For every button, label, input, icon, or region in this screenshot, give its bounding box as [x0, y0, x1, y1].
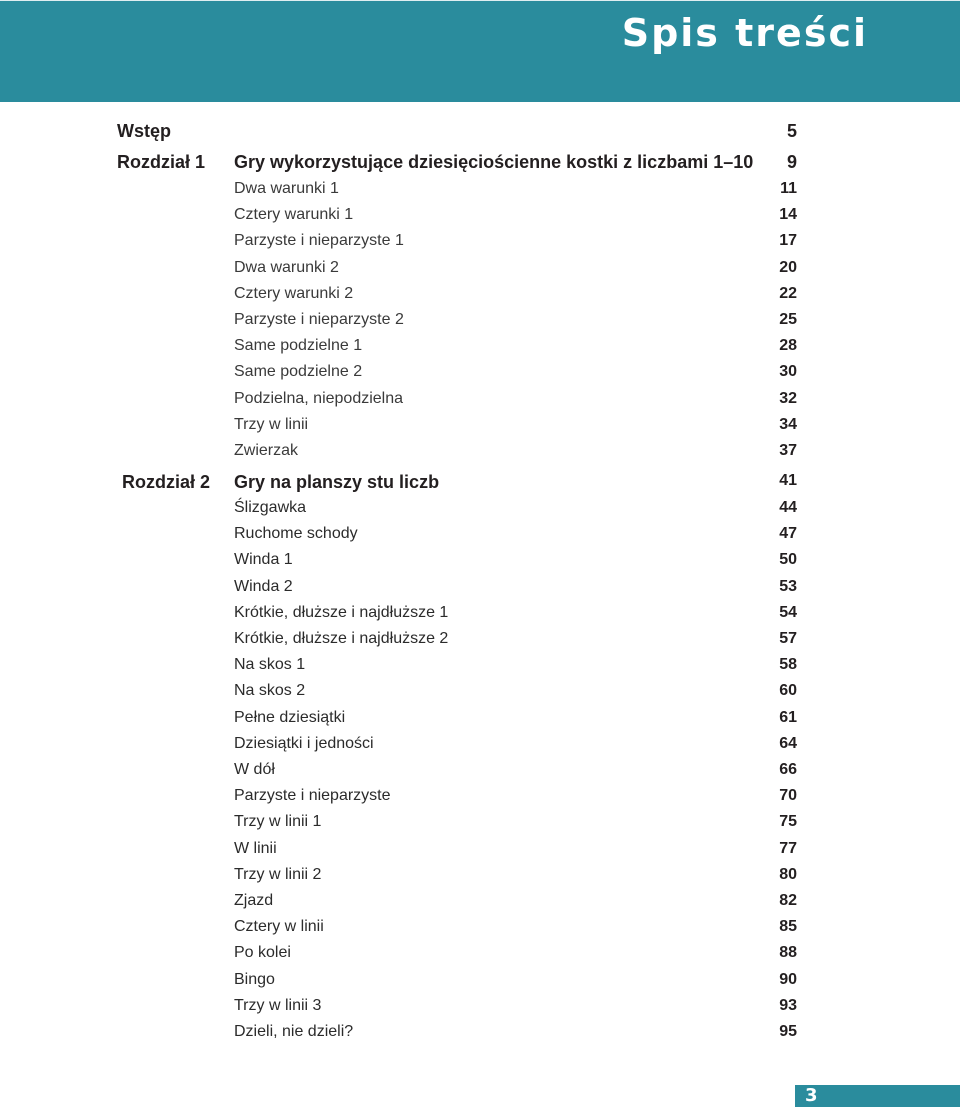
toc-entry[interactable] — [0, 735, 960, 761]
toc-entry[interactable] — [0, 1023, 960, 1049]
chapter-2-page: 41 — [779, 472, 797, 489]
toc-entry-title: Na skos 2 — [234, 682, 306, 700]
toc-entry-page: 95 — [779, 1023, 797, 1040]
toc-entry[interactable] — [0, 971, 960, 997]
toc-entry[interactable] — [0, 813, 960, 839]
toc-entry-title: Krótkie, dłuższe i najdłuższe 1 — [234, 603, 449, 621]
toc-entry-title: Ślizgawka — [234, 499, 307, 516]
toc-entry-page: 11 — [780, 180, 797, 197]
toc-entry-page: 75 — [779, 813, 797, 831]
toc-entry[interactable] — [0, 656, 960, 682]
toc-entry-page: 34 — [779, 415, 797, 433]
toc-entry-page: 60 — [779, 682, 797, 700]
toc-entry-title: Parzyste i nieparzyste 1 — [234, 232, 404, 250]
toc-entry-title: Trzy w linii 2 — [234, 865, 322, 883]
toc-entry-page: 85 — [779, 918, 797, 936]
toc-entry-title: Trzy w linii 3 — [234, 996, 322, 1014]
toc-entry-title: Dwa warunki 1 — [234, 180, 339, 197]
toc-entry-page: 50 — [779, 551, 797, 569]
toc-entry[interactable] — [0, 232, 960, 258]
toc-entry-title: Cztery warunki 2 — [234, 284, 354, 302]
toc-entry[interactable] — [0, 285, 960, 311]
toc-entry-page: 70 — [779, 787, 797, 805]
toc-entry[interactable] — [0, 840, 960, 866]
chapter-1-title: Gry wykorzystujące dziesięciościenne kostki z liczbami 1–10 — [234, 152, 754, 172]
toc-entry[interactable] — [0, 442, 960, 468]
chapter-1-page: 9 — [786, 152, 797, 172]
toc-entry-title: Winda 1 — [234, 551, 293, 569]
intro-page: 5 — [786, 121, 797, 141]
toc-entry-page: 54 — [779, 603, 797, 621]
toc-entry[interactable] — [0, 311, 960, 337]
toc-entry-page: 57 — [779, 630, 797, 647]
toc-entry-page: 82 — [779, 892, 797, 909]
toc-entry[interactable] — [0, 709, 960, 735]
toc-row-chapter-2[interactable] — [0, 472, 960, 498]
toc-entry-title: Po kolei — [234, 944, 291, 962]
toc-row-intro[interactable] — [0, 121, 960, 147]
toc-entry-title: Cztery warunki 1 — [234, 206, 354, 224]
toc-entry-page: 47 — [779, 525, 797, 543]
toc-entry-page: 53 — [779, 577, 797, 595]
toc-entry[interactable] — [0, 390, 960, 416]
toc-entry-title: Same podzielne 2 — [234, 363, 363, 381]
toc-entry[interactable] — [0, 337, 960, 363]
toc-entry-page: 88 — [779, 944, 797, 962]
toc-entry-page: 17 — [779, 232, 797, 250]
toc-entry-title: Same podzielne 1 — [234, 337, 363, 355]
toc-entry-page: 32 — [779, 389, 797, 407]
toc-entry-title: Zwierzak — [234, 442, 299, 459]
header-band — [0, 0, 960, 102]
toc-entry-title: Na skos 1 — [234, 656, 306, 674]
toc-entry-page: 64 — [779, 734, 797, 752]
toc-entry[interactable] — [0, 525, 960, 551]
toc-entry-title: Bingo — [234, 970, 275, 988]
toc-entry-page: 28 — [779, 337, 797, 355]
toc-entry[interactable] — [0, 892, 960, 918]
toc-entry-title: Dwa warunki 2 — [234, 258, 339, 276]
toc-entry-title: Cztery w linii — [234, 918, 324, 936]
toc-entry[interactable] — [0, 787, 960, 813]
toc-entry-title: Trzy w linii 1 — [234, 813, 322, 831]
toc-entry[interactable] — [0, 180, 960, 206]
toc-entry[interactable] — [0, 761, 960, 787]
toc-entry[interactable] — [0, 416, 960, 442]
toc-entry-page: 37 — [779, 442, 797, 459]
toc-entry[interactable] — [0, 363, 960, 389]
toc-entry-title: Parzyste i nieparzyste 2 — [234, 311, 404, 328]
toc-entry-page: 22 — [779, 284, 797, 302]
toc-entry-page: 25 — [779, 311, 797, 328]
toc-entry[interactable] — [0, 551, 960, 577]
footer-page-band — [795, 1085, 960, 1107]
toc-entry-page: 30 — [779, 363, 797, 381]
toc-entry-page: 80 — [779, 865, 797, 883]
toc-entry-page: 61 — [779, 708, 797, 726]
toc-entry-title: Pełne dziesiątki — [234, 708, 346, 726]
toc-entry-page: 14 — [779, 206, 797, 224]
toc-entry-page: 77 — [779, 839, 797, 857]
toc-entry[interactable] — [0, 630, 960, 656]
toc-entry[interactable] — [0, 997, 960, 1023]
toc-entry-title: W linii — [234, 839, 277, 857]
toc-entry[interactable] — [0, 259, 960, 285]
toc-row-chapter-1[interactable] — [0, 152, 960, 178]
chapter-1-label: Rozdział 1 — [117, 152, 206, 172]
toc-entry-title: Podzielna, niepodzielna — [234, 389, 404, 407]
toc-entry-page: 44 — [779, 499, 797, 516]
toc-entry[interactable] — [0, 206, 960, 232]
toc-entry-title: Krótkie, dłuższe i najdłuższe 2 — [234, 630, 449, 647]
chapter-2-label: Rozdział 2 — [122, 472, 211, 492]
page-number: 3 — [805, 1085, 818, 1106]
chapter-2-title: Gry na planszy stu liczb — [234, 472, 440, 492]
toc-entry-title: Zjazd — [234, 892, 274, 909]
toc-entry-title: Winda 2 — [234, 577, 293, 595]
toc-entry[interactable] — [0, 866, 960, 892]
toc-entry[interactable] — [0, 682, 960, 708]
toc-entry-title: Dziesiątki i jedności — [234, 734, 374, 752]
toc-entry-page: 20 — [779, 258, 797, 276]
intro-label: Wstęp — [117, 121, 171, 141]
toc-entry[interactable] — [0, 499, 960, 525]
toc-entry[interactable] — [0, 944, 960, 970]
toc-entry-title: Trzy w linii — [234, 415, 309, 433]
toc-entry-title: W dół — [234, 761, 275, 778]
toc-entry-title: Parzyste i nieparzyste — [234, 787, 391, 805]
toc-entry-page: 58 — [779, 656, 797, 674]
toc-entry[interactable] — [0, 918, 960, 944]
toc-entry-title: Dzieli, nie dzieli? — [234, 1023, 354, 1040]
toc-entry-page: 90 — [779, 970, 797, 988]
toc-entry[interactable] — [0, 578, 960, 604]
toc-entry-page: 66 — [779, 761, 797, 778]
toc-entry[interactable] — [0, 604, 960, 630]
page-title: Spis treści — [621, 11, 868, 55]
toc-entry-title: Ruchome schody — [234, 525, 358, 543]
toc-entry-page: 93 — [779, 996, 797, 1014]
